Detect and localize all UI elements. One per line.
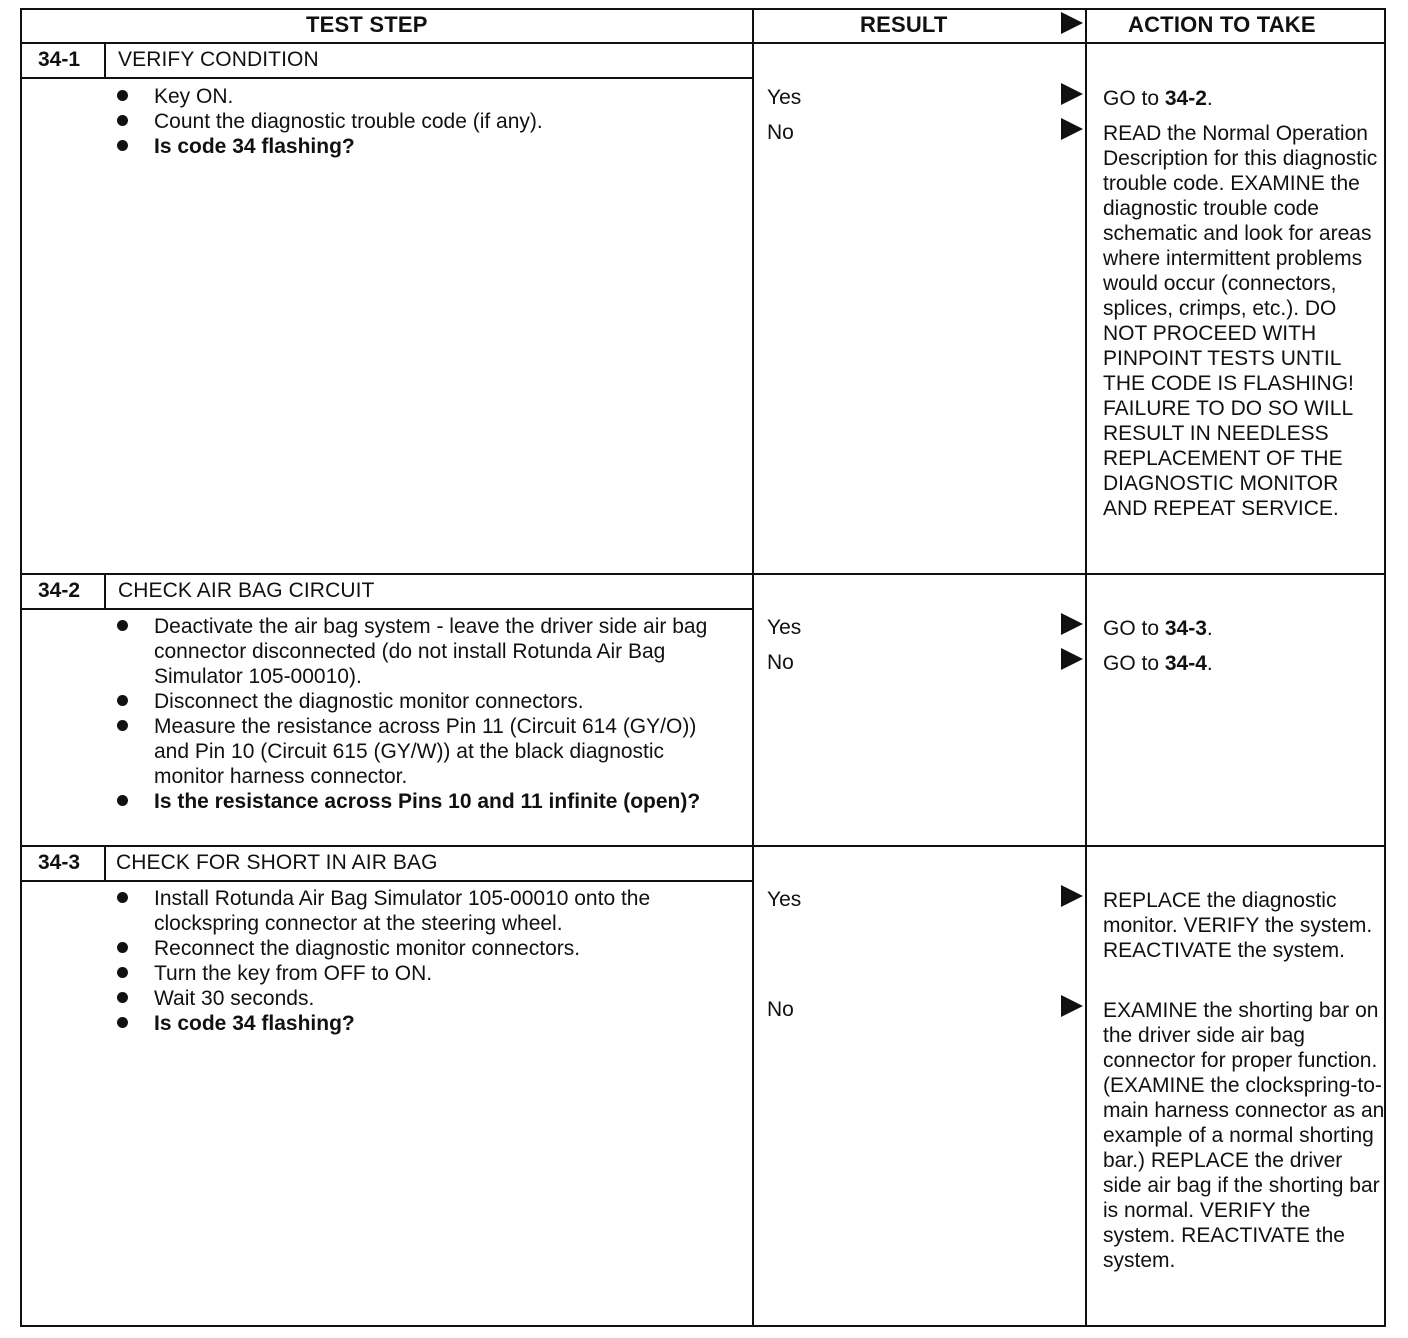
step-number-divider (104, 845, 106, 882)
step-number-divider (104, 573, 106, 610)
action-text: REPLACE the diagnostic monitor. VERIFY the system. REACTIVATE the system. (1103, 889, 1373, 962)
result-arrow-icon (1061, 613, 1083, 635)
step-title-divider (20, 608, 754, 610)
step-number-divider (104, 42, 106, 79)
instruction-item: Key ON. (116, 84, 736, 109)
instruction-item: Turn the key from OFF to ON. (116, 961, 736, 986)
instruction-question: Is the resistance across Pins 10 and 11 infinite (open)? (116, 789, 736, 814)
result-no: No (767, 121, 794, 144)
step-separator (20, 573, 1386, 575)
result-yes: Yes (767, 888, 802, 911)
result-arrow-icon (1061, 118, 1083, 140)
action-text: GO to 34-3. (1103, 617, 1213, 640)
result-no: No (767, 651, 794, 674)
header-result: RESULT (860, 12, 948, 37)
header-test-step: TEST STEP (306, 12, 428, 37)
step-title: VERIFY CONDITION (118, 48, 319, 71)
column-divider-result (752, 8, 754, 1327)
result-arrow-icon (1061, 885, 1083, 907)
step-number: 34-3 (38, 851, 81, 874)
instruction-item: Wait 30 seconds. (116, 986, 736, 1011)
header-divider (20, 42, 1386, 44)
result-arrow-icon (1061, 995, 1083, 1017)
column-divider-action (1085, 8, 1087, 1327)
instruction-item: Deactivate the air bag system - leave the driver side air bag connector disconnected (do not install Rotunda Air Bag Simulator 105-00010). (116, 614, 736, 689)
instruction-question: Is code 34 flashing? (116, 1011, 736, 1036)
action-text: READ the Normal Operation Description for this diagnostic trouble code. EXAMINE the diagnostic trouble code schematic and look for areas where intermittent problems would occur (connectors, splices, crimps, etc.). DO NOT PROCEED WITH PINPOINT TESTS UNTIL THE CODE IS FLASHING! FAILURE TO DO SO WILL RESULT IN NEEDLESS REPLACEMENT OF THE DIAGNOSTIC MONITOR AND REPEAT SERVICE. (1103, 122, 1378, 520)
step-number: 34-2 (38, 579, 81, 602)
step-title-divider (20, 77, 754, 79)
instruction-item: Reconnect the diagnostic monitor connectors. (116, 936, 736, 961)
result-no: No (767, 998, 794, 1021)
step-separator (20, 845, 1386, 847)
action-text: EXAMINE the shorting bar on the driver side air bag connector for proper function. (EXAMINE the clockspring-to-main harness connector as an example of a normal shorting bar.) REPLACE the driver side air bag if the shorting bar is normal. VERIFY the system. REACTIVATE the system. (1103, 999, 1385, 1272)
result-arrow-icon (1061, 83, 1083, 105)
step-title: CHECK AIR BAG CIRCUIT (118, 579, 375, 602)
step-number: 34-1 (38, 48, 81, 71)
instruction-item: Count the diagnostic trouble code (if any). (116, 109, 736, 134)
header-arrow-icon (1061, 12, 1083, 34)
table-border-top (20, 8, 1386, 10)
table-border-bottom (20, 1325, 1386, 1327)
result-yes: Yes (767, 86, 802, 109)
header-action: ACTION TO TAKE (1128, 12, 1316, 37)
action-text: GO to 34-4. (1103, 652, 1213, 675)
step-instructions (116, 886, 736, 1036)
instruction-question: Is code 34 flashing? (116, 134, 736, 159)
instruction-item: Measure the resistance across Pin 11 (Circuit 614 (GY/O)) and Pin 10 (Circuit 615 (GY/W)) at the black diagnostic monitor harness connector. (116, 714, 736, 789)
instruction-item: Disconnect the diagnostic monitor connectors. (116, 689, 736, 714)
step-title: CHECK FOR SHORT IN AIR BAG (116, 851, 438, 874)
instruction-item: Install Rotunda Air Bag Simulator 105-00010 onto the clockspring connector at the steering wheel. (116, 886, 736, 936)
step-instructions (116, 84, 736, 159)
step-instructions (116, 614, 736, 814)
table-border-left (20, 8, 22, 1327)
result-arrow-icon (1061, 648, 1083, 670)
step-title-divider (20, 880, 754, 882)
result-yes: Yes (767, 616, 802, 639)
action-text: GO to 34-2. (1103, 87, 1213, 110)
